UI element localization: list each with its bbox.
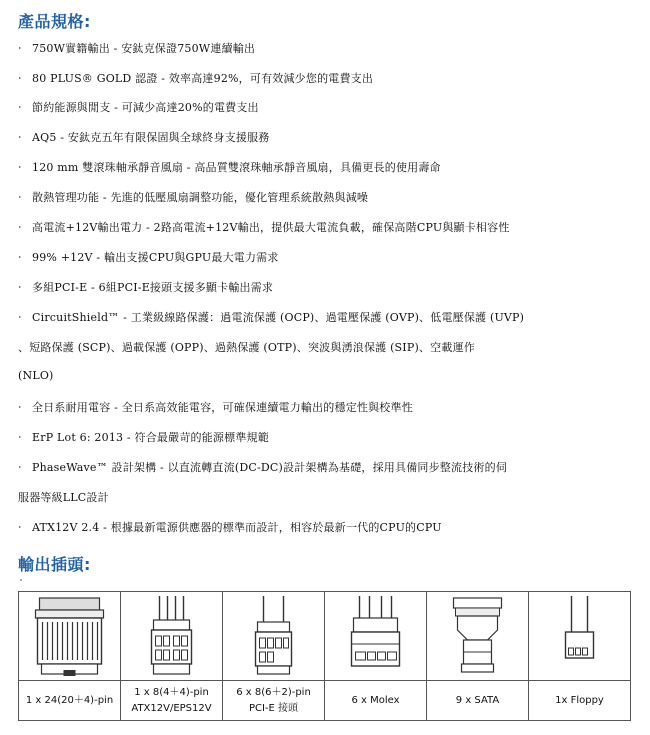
spec-text: 750W實籍輸出 - 安鈦克保證750W連續輸出 [32,42,256,55]
spec-item-continued [18,339,475,355]
spec-text: 多組PCI-E - 6組PCI-E接頭支援多顯卡輸出需求 [32,281,274,294]
spec-item [18,159,441,175]
connector-count: 1x Floppy [555,694,604,706]
spec-item [18,429,269,445]
connector-cell [223,592,325,720]
bullet: ‧ [18,311,22,324]
sata-connector-icon [427,592,528,681]
connector-cell [325,592,427,720]
floppy-connector-icon [529,592,630,681]
spec-item [18,249,279,265]
connector-cell [529,592,630,720]
connector-cell [427,592,529,720]
spec-item [18,279,273,295]
bullet: ‧ [18,251,22,264]
connector-label [223,681,324,720]
connector-label [427,681,528,720]
connector-label [529,681,630,720]
bullet: ‧ [18,431,22,444]
bullet: ‧ [18,461,22,474]
spec-text: CircuitShield™ - 工業級線路保護：過電流保護 (OCP)、過電壓保護 (OVP)、低電壓保護 (UVP) [32,311,525,324]
spec-item [18,519,442,535]
bullet: ‧ [18,521,22,534]
spec-text: ErP Lot 6: 2013 - 符合最嚴苛的能源標準規範 [32,431,269,444]
molex-connector-icon [325,592,426,681]
connector-type: PCI-E 接頭 [248,702,299,714]
connector-type: ATX12V/EPS12V [131,702,212,714]
spec-heading: 產品規格: [18,12,91,31]
output-heading: 輸出插頭: [18,555,91,574]
spec-item [18,129,269,145]
connector-label [121,681,222,720]
bullet: ‧ [18,101,22,114]
spec-text: AQ5 - 安鈦克五年有限保固與全球終身支援服務 [32,131,270,144]
connector-label [325,681,426,720]
bullet: ‧ [18,401,22,414]
spec-item-continued [18,489,109,505]
connector-count: 1 x 8(4＋4)-pin [134,686,209,698]
bullet: ‧ [18,161,22,174]
spec-item [18,219,510,235]
connector-count: 1 x 24(20＋4)-pin [25,694,114,706]
atx-24pin-connector-icon [19,592,120,681]
spec-text: (NLO) [18,369,54,382]
bullet: ‧ [18,131,22,144]
spec-text: PhaseWave™ 設計架構 - 以直流轉直流(DC-DC)設計架構為基礎，採用具備同步整流技術的伺 [32,461,508,474]
divider-dot [20,579,22,581]
bullet: ‧ [18,281,22,294]
spec-text: 全日系耐用電容 - 全日系高效能電容，可確保連續電力輸出的穩定性與校準性 [32,401,413,414]
bullet: ‧ [18,72,22,85]
spec-item [18,459,507,475]
bullet: ‧ [18,191,22,204]
connector-count: 6 x 8(6＋2)-pin [236,686,311,698]
spec-item [18,309,524,325]
spec-text: 120 mm 雙滾珠軸承靜音風扇 - 高品質雙滾珠軸承靜音風扇，具備更長的使用壽命 [32,161,441,174]
spec-item [18,99,259,115]
connector-label [19,681,120,720]
spec-text: 80 PLUS® GOLD 認證 - 效率高達92%，可有效減少您的電費支出 [32,72,374,85]
spec-item [18,40,255,56]
spec-item [18,399,413,415]
spec-text: ATX12V 2.4 - 根據最新電源供應器的標準而設計，相容於最新一代的CPU的CPU [32,521,442,534]
eps-8pin-connector-icon [121,592,222,681]
spec-text: 99% +12V - 輸出支援CPU與GPU最大電力需求 [32,251,279,264]
spec-text: 、短路保護 (SCP)、過載保護 (OPP)、過熱保護 (OTP)、突波與湧浪保護 (SIP)、空載運作 [18,341,475,354]
connector-cell [121,592,223,720]
connector-count: 9 x SATA [455,694,500,706]
spec-item [18,70,373,86]
spec-item [18,189,368,205]
spec-text: 節約能源與閒支 - 可減少高達20%的電費支出 [32,101,259,114]
spec-item-continued [18,369,54,382]
connector-table [18,591,631,721]
connector-cell [19,592,121,720]
bullet: ‧ [18,42,22,55]
spec-text: 高電流+12V輸出電力 - 2路高電流+12V輸出，提供最大電流負載，確保高階CPU與顯卡相容性 [32,221,510,234]
spec-text: 散熱管理功能 - 先進的低壓風扇調整功能，優化管理系統散熱與減噪 [32,191,369,204]
bullet: ‧ [18,221,22,234]
pcie-8pin-connector-icon [223,592,324,681]
spec-text: 服器等級LLC設計 [18,491,109,504]
connector-count: 6 x Molex [351,694,400,706]
